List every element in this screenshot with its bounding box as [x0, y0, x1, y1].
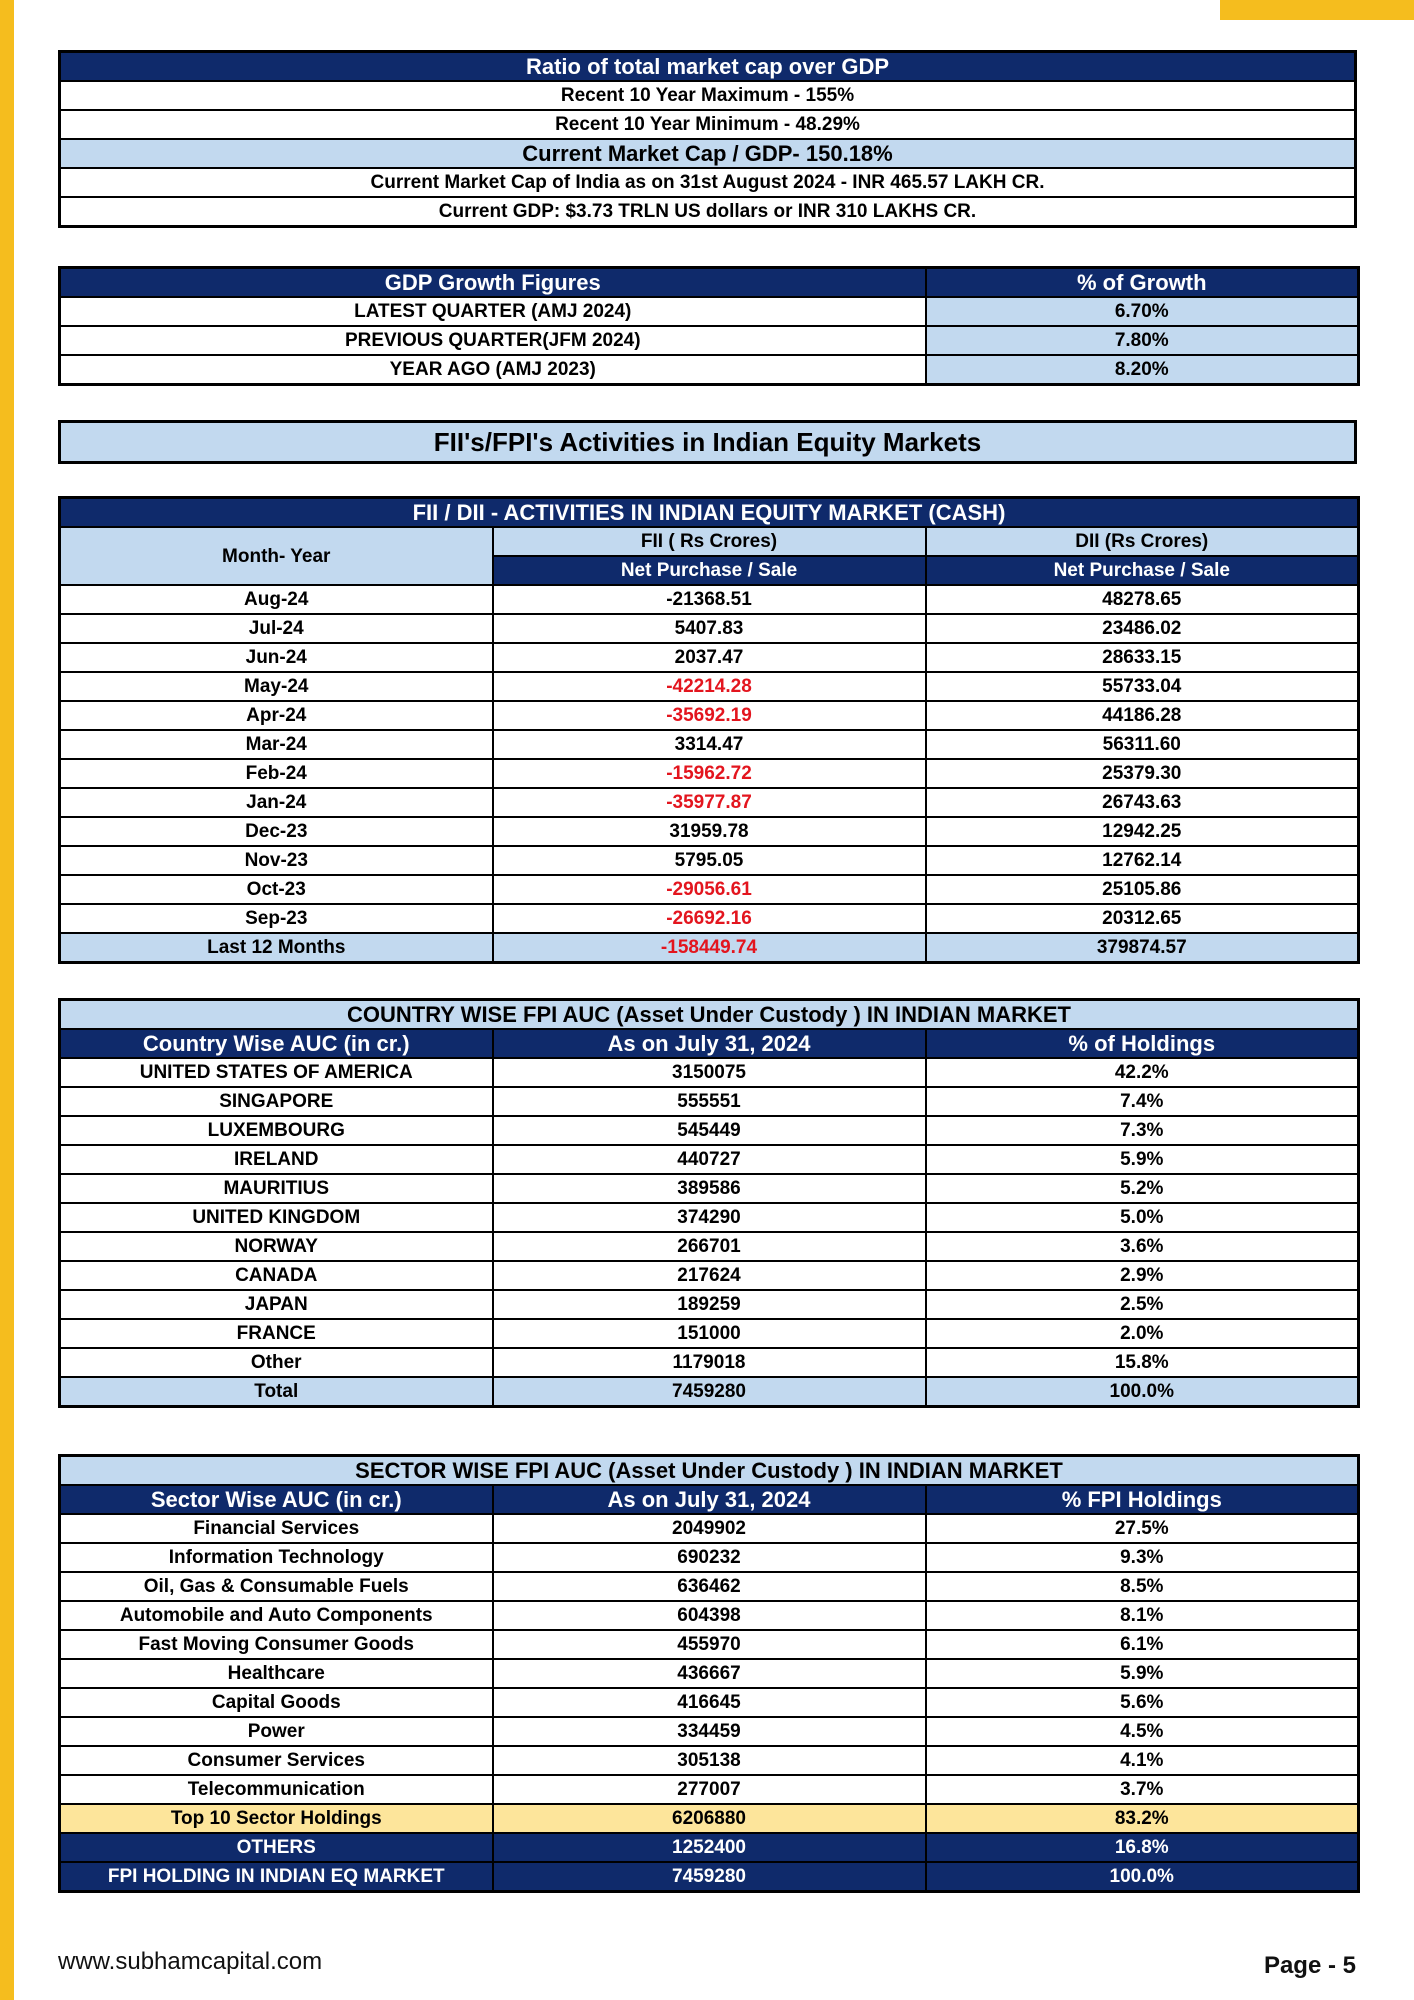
fii-row-cell-2: 12942.25: [926, 817, 1359, 846]
table-row: [60, 1775, 1359, 1804]
top10-pct: 83.2%: [926, 1804, 1359, 1833]
gdp-row-value: 6.70%: [926, 297, 1359, 326]
table-row: [60, 1319, 1359, 1348]
fii-row-cell-0: Feb-24: [60, 759, 493, 788]
country-row-cell-0: IRELAND: [60, 1145, 493, 1174]
fii-row-cell-1: -29056.61: [493, 875, 926, 904]
col-fii: FII ( Rs Crores): [493, 527, 926, 556]
country-row-cell-0: UNITED STATES OF AMERICA: [60, 1058, 493, 1087]
fii-row-cell-0: Apr-24: [60, 701, 493, 730]
gdp-header-label: GDP Growth Figures: [60, 268, 926, 298]
col-fii-sub: Net Purchase / Sale: [493, 556, 926, 585]
sector-row-cell-2: 5.6%: [926, 1688, 1359, 1717]
country-total-label: Total: [60, 1377, 493, 1407]
table-row: [60, 1145, 1359, 1174]
fii-total-dii: 379874.57: [926, 933, 1359, 963]
fii-row-cell-1: 5795.05: [493, 846, 926, 875]
gdp-row-label: PREVIOUS QUARTER(JFM 2024): [60, 326, 926, 355]
fpi-total-pct: 100.0%: [926, 1862, 1359, 1892]
gdp-row-label: LATEST QUARTER (AMJ 2024): [60, 297, 926, 326]
sector-row-cell-2: 4.5%: [926, 1717, 1359, 1746]
sector-row-cell-0: Fast Moving Consumer Goods: [60, 1630, 493, 1659]
table-row: [60, 1174, 1359, 1203]
fii-row-cell-2: 23486.02: [926, 614, 1359, 643]
fii-row-cell-2: 25379.30: [926, 759, 1359, 788]
sector-row-cell-2: 9.3%: [926, 1543, 1359, 1572]
sector-title: SECTOR WISE FPI AUC (Asset Under Custody ) IN INDIAN MARKET: [60, 1456, 1359, 1486]
country-row-cell-2: 2.9%: [926, 1261, 1359, 1290]
fii-row-cell-1: 3314.47: [493, 730, 926, 759]
fii-row-cell-2: 28633.15: [926, 643, 1359, 672]
sector-row-cell-0: Automobile and Auto Components: [60, 1601, 493, 1630]
country-auc-table: [58, 998, 1360, 1408]
sector-row-cell-0: Telecommunication: [60, 1775, 493, 1804]
gdp-header-growth: % of Growth: [926, 268, 1359, 298]
sector-row-cell-1: 436667: [493, 1659, 926, 1688]
country-row-cell-1: 266701: [493, 1232, 926, 1261]
table-row: [60, 1688, 1359, 1717]
country-row-cell-1: 189259: [493, 1290, 926, 1319]
sector-row-cell-0: Information Technology: [60, 1543, 493, 1572]
gdp-growth-table: [58, 266, 1360, 386]
table-row: [60, 1601, 1359, 1630]
country-row-cell-2: 2.5%: [926, 1290, 1359, 1319]
footer-website[interactable]: www.subhamcapital.com: [58, 1948, 323, 1975]
sector-row-cell-2: 8.1%: [926, 1601, 1359, 1630]
sector-row-cell-2: 3.7%: [926, 1775, 1359, 1804]
sector-row-cell-1: 690232: [493, 1543, 926, 1572]
gdp-row-label: YEAR AGO (AMJ 2023): [60, 355, 926, 385]
table-row: [60, 1116, 1359, 1145]
table-row: [60, 846, 1359, 875]
ratio-max: Recent 10 Year Maximum - 155%: [60, 81, 1356, 110]
gdp-row-value: 7.80%: [926, 326, 1359, 355]
table-row: [60, 788, 1359, 817]
table-row: [60, 1543, 1359, 1572]
country-row-cell-0: JAPAN: [60, 1290, 493, 1319]
fii-row-cell-1: -35977.87: [493, 788, 926, 817]
sector-auc-table: [58, 1454, 1360, 1893]
col-dii-sub: Net Purchase / Sale: [926, 556, 1359, 585]
table-row: [60, 1659, 1359, 1688]
fii-row-cell-0: Jul-24: [60, 614, 493, 643]
fii-row-cell-0: Nov-23: [60, 846, 493, 875]
gdp-row-value: 8.20%: [926, 355, 1359, 385]
country-row-cell-1: 1179018: [493, 1348, 926, 1377]
fii-row-cell-0: Aug-24: [60, 585, 493, 614]
fii-row-cell-2: 25105.86: [926, 875, 1359, 904]
fii-row-cell-0: Jun-24: [60, 643, 493, 672]
others-pct: 16.8%: [926, 1833, 1359, 1862]
page-number: Page - 5: [1263, 1952, 1356, 1979]
country-row-cell-2: 5.0%: [926, 1203, 1359, 1232]
fii-row-cell-2: 48278.65: [926, 585, 1359, 614]
sector-row-cell-2: 8.5%: [926, 1572, 1359, 1601]
table-row: [60, 672, 1359, 701]
fii-row-cell-1: -26692.16: [493, 904, 926, 933]
fii-row-cell-0: Mar-24: [60, 730, 493, 759]
table-row: [60, 1630, 1359, 1659]
table-row: [60, 1514, 1359, 1543]
country-row-cell-1: 374290: [493, 1203, 926, 1232]
fii-total-fii: -158449.74: [493, 933, 926, 963]
table-row: [60, 1058, 1359, 1087]
country-row-cell-0: CANADA: [60, 1261, 493, 1290]
country-row-cell-0: UNITED KINGDOM: [60, 1203, 493, 1232]
table-row: [60, 1232, 1359, 1261]
fii-row-cell-2: 55733.04: [926, 672, 1359, 701]
fii-row-cell-0: Oct-23: [60, 875, 493, 904]
left-accent-bar: [0, 0, 14, 2000]
country-row-cell-2: 15.8%: [926, 1348, 1359, 1377]
sector-row-cell-0: Capital Goods: [60, 1688, 493, 1717]
top10-value: 6206880: [493, 1804, 926, 1833]
fpi-total-label: FPI HOLDING IN INDIAN EQ MARKET: [60, 1862, 493, 1892]
sector-row-cell-1: 455970: [493, 1630, 926, 1659]
table-row: [60, 730, 1359, 759]
ratio-mcap: Current Market Cap of India as on 31st August 2024 - INR 465.57 LAKH CR.: [60, 168, 1356, 197]
sector-row-cell-2: 5.9%: [926, 1659, 1359, 1688]
country-total-pct: 100.0%: [926, 1377, 1359, 1407]
fii-banner-title: FII's/FPI's Activities in Indian Equity Markets: [60, 422, 1356, 463]
sector-row-cell-1: 305138: [493, 1746, 926, 1775]
country-row-cell-1: 389586: [493, 1174, 926, 1203]
col-dii: DII (Rs Crores): [926, 527, 1359, 556]
sector-row-cell-0: Oil, Gas & Consumable Fuels: [60, 1572, 493, 1601]
country-row-cell-1: 545449: [493, 1116, 926, 1145]
fii-row-cell-1: -15962.72: [493, 759, 926, 788]
country-row-cell-2: 7.4%: [926, 1087, 1359, 1116]
country-row-cell-0: SINGAPORE: [60, 1087, 493, 1116]
fii-row-cell-1: 5407.83: [493, 614, 926, 643]
fii-total-label: Last 12 Months: [60, 933, 493, 963]
fii-row-cell-1: -35692.19: [493, 701, 926, 730]
country-row-cell-2: 2.0%: [926, 1319, 1359, 1348]
table-row: [60, 585, 1359, 614]
sector-row-cell-1: 604398: [493, 1601, 926, 1630]
sector-row-cell-0: Healthcare: [60, 1659, 493, 1688]
fii-row-cell-2: 12762.14: [926, 846, 1359, 875]
sector-row-cell-0: Financial Services: [60, 1514, 493, 1543]
table-row: [60, 1087, 1359, 1116]
country-row-cell-0: LUXEMBOURG: [60, 1116, 493, 1145]
country-row-cell-0: Other: [60, 1348, 493, 1377]
country-row-cell-2: 42.2%: [926, 1058, 1359, 1087]
country-row-cell-1: 555551: [493, 1087, 926, 1116]
fii-dii-title: FII / DII - ACTIVITIES IN INDIAN EQUITY MARKET (CASH): [60, 498, 1359, 528]
sector-header-name: Sector Wise AUC (in cr.): [60, 1485, 493, 1514]
country-row-cell-2: 5.9%: [926, 1145, 1359, 1174]
ratio-min: Recent 10 Year Minimum - 48.29%: [60, 110, 1356, 139]
fii-row-cell-2: 26743.63: [926, 788, 1359, 817]
fii-row-cell-1: 31959.78: [493, 817, 926, 846]
table-row: [60, 1348, 1359, 1377]
country-row-cell-1: 3150075: [493, 1058, 926, 1087]
table-row: [60, 1261, 1359, 1290]
fii-row-cell-2: 20312.65: [926, 904, 1359, 933]
fii-row-cell-2: 56311.60: [926, 730, 1359, 759]
fii-dii-table: [58, 496, 1360, 964]
sector-row-cell-1: 277007: [493, 1775, 926, 1804]
sector-row-cell-2: 6.1%: [926, 1630, 1359, 1659]
country-row-cell-1: 151000: [493, 1319, 926, 1348]
sector-row-cell-1: 416645: [493, 1688, 926, 1717]
table-row: [60, 614, 1359, 643]
others-value: 1252400: [493, 1833, 926, 1862]
table-row: [60, 1746, 1359, 1775]
sector-row-cell-1: 2049902: [493, 1514, 926, 1543]
ratio-title: Ratio of total market cap over GDP: [60, 52, 1356, 82]
table-row: [60, 817, 1359, 846]
country-row-cell-0: MAURITIUS: [60, 1174, 493, 1203]
market-cap-gdp-table: [58, 50, 1357, 228]
top-accent-bar: [1220, 0, 1414, 20]
country-row-cell-0: FRANCE: [60, 1319, 493, 1348]
sector-header-pct: % FPI Holdings: [926, 1485, 1359, 1514]
fii-row-cell-0: Jan-24: [60, 788, 493, 817]
table-row: [60, 904, 1359, 933]
ratio-current: Current Market Cap / GDP- 150.18%: [60, 139, 1356, 168]
fii-row-cell-0: May-24: [60, 672, 493, 701]
country-row-cell-2: 3.6%: [926, 1232, 1359, 1261]
table-row: [60, 1717, 1359, 1746]
top10-label: Top 10 Sector Holdings: [60, 1804, 493, 1833]
sector-row-cell-2: 4.1%: [926, 1746, 1359, 1775]
table-row: [60, 643, 1359, 672]
country-row-cell-1: 440727: [493, 1145, 926, 1174]
ratio-gdp: Current GDP: $3.73 TRLN US dollars or INR 310 LAKHS CR.: [60, 197, 1356, 227]
sector-row-cell-0: Consumer Services: [60, 1746, 493, 1775]
others-label: OTHERS: [60, 1833, 493, 1862]
country-row-cell-2: 5.2%: [926, 1174, 1359, 1203]
table-row: [60, 875, 1359, 904]
table-row: [60, 1203, 1359, 1232]
country-header-name: Country Wise AUC (in cr.): [60, 1029, 493, 1058]
fii-row-cell-2: 44186.28: [926, 701, 1359, 730]
fii-row-cell-1: -42214.28: [493, 672, 926, 701]
fii-row-cell-1: 2037.47: [493, 643, 926, 672]
country-row-cell-2: 7.3%: [926, 1116, 1359, 1145]
fii-row-cell-0: Sep-23: [60, 904, 493, 933]
col-month-year: Month- Year: [60, 527, 493, 585]
country-total-value: 7459280: [493, 1377, 926, 1407]
sector-row-cell-1: 636462: [493, 1572, 926, 1601]
country-row-cell-1: 217624: [493, 1261, 926, 1290]
fii-row-cell-1: -21368.51: [493, 585, 926, 614]
table-row: [60, 759, 1359, 788]
fpi-total-value: 7459280: [493, 1862, 926, 1892]
country-header-pct: % of Holdings: [926, 1029, 1359, 1058]
table-row: [60, 1290, 1359, 1319]
country-row-cell-0: NORWAY: [60, 1232, 493, 1261]
country-title: COUNTRY WISE FPI AUC (Asset Under Custody ) IN INDIAN MARKET: [60, 1000, 1359, 1030]
sector-row-cell-2: 27.5%: [926, 1514, 1359, 1543]
sector-row-cell-1: 334459: [493, 1717, 926, 1746]
fii-row-cell-0: Dec-23: [60, 817, 493, 846]
country-header-date: As on July 31, 2024: [493, 1029, 926, 1058]
fii-banner: [58, 420, 1357, 464]
sector-header-date: As on July 31, 2024: [493, 1485, 926, 1514]
table-row: [60, 1572, 1359, 1601]
sector-row-cell-0: Power: [60, 1717, 493, 1746]
table-row: [60, 701, 1359, 730]
